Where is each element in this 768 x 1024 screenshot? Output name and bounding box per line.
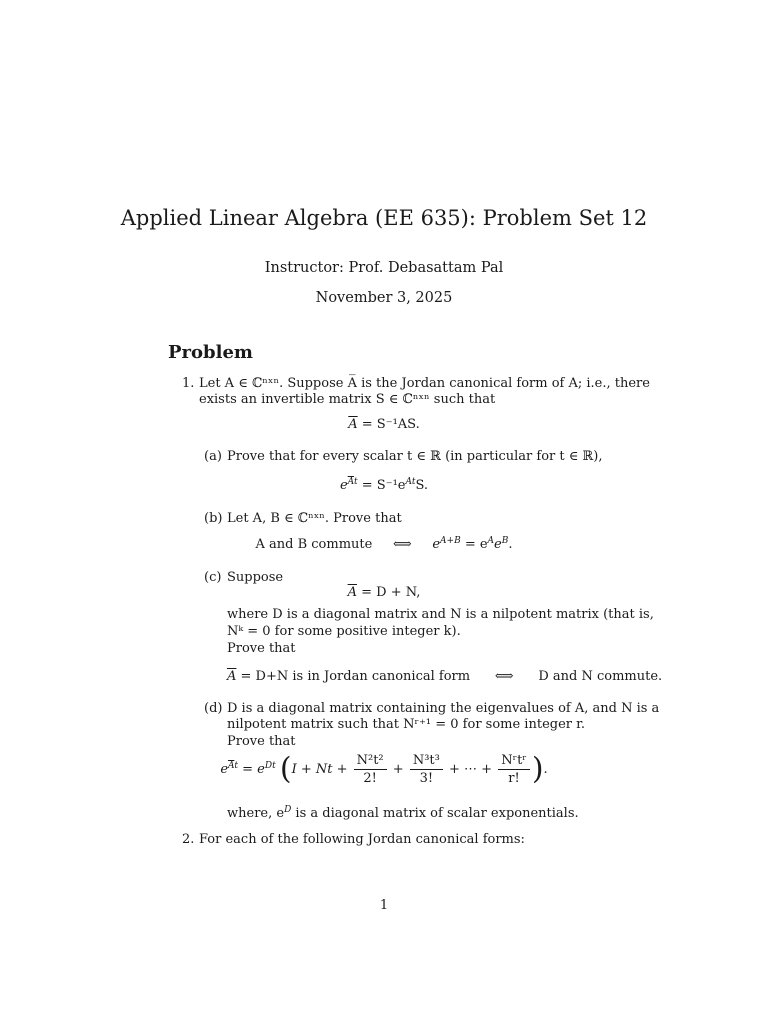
- equation-part-c-iff: $\overline{A} = D+N$ is in Jordan canonical form ⟺ D and N commute.: [227, 669, 663, 684]
- page-number: 1: [379, 898, 389, 913]
- part-c-line-3: Prove that: [227, 641, 296, 656]
- problem-1-line-1: Let A ∈ ℂⁿˣⁿ. Suppose A̅ is the Jordan canonical form of A; i.e., there: [199, 376, 650, 391]
- part-c-label: (c): [204, 570, 222, 585]
- page-title: Applied Linear Algebra (EE 635): Problem Set 12: [120, 206, 648, 230]
- part-d-label: (d): [204, 701, 223, 716]
- part-c-line-2: Nᵏ = 0 for some positive integer k).: [227, 624, 461, 639]
- part-d-after: where, $e^D$ is a diagonal matrix of scalar exponentials.: [227, 805, 579, 821]
- problem-2-text: For each of the following Jordan canonical forms:: [199, 832, 525, 847]
- problem-1-line-2: exists an invertible matrix S ∈ ℂⁿˣⁿ such that: [199, 392, 496, 407]
- equation-part-c-decomposition: $\overline{A} = D + N$,: [347, 585, 421, 600]
- part-a-label: (a): [204, 449, 222, 464]
- part-d-line-3: Prove that: [227, 734, 296, 749]
- part-b-label: (b): [204, 511, 223, 526]
- equation-jordan-similarity: $\overline{A} = S^{-1}AS$.: [348, 417, 420, 432]
- equation-part-d: $e^{\overline{A}t} = e^{Dt}$ (I + Nt + $\frac{\text{N²t²}}{2!}$ + $\frac{\text{N³t³}}{3!}$ + ⋯ + $\frac{\text{Nʳtʳ}}{r!}$ ).: [220, 751, 548, 787]
- part-c-text: Suppose: [227, 570, 284, 585]
- problem-number: 1.: [182, 376, 195, 391]
- part-d-line-1: D is a diagonal matrix containing the eigenvalues of A, and N is a: [227, 701, 660, 716]
- equation-part-a: $e^{\overline{A}t} = S^{-1}e^{At}S$.: [339, 477, 429, 493]
- problem-2-number: 2.: [182, 832, 195, 847]
- part-c-line-1: where D is a diagonal matrix and N is a nilpotent matrix (that is,: [227, 607, 654, 622]
- part-d-line-2: nilpotent matrix such that Nʳ⁺¹ = 0 for some integer r.: [227, 717, 586, 732]
- part-b-text: Let A, B ∈ ℂⁿˣⁿ. Prove that: [227, 511, 402, 526]
- instructor: Instructor: Prof. Debasattam Pal: [264, 260, 504, 276]
- section-heading: Problem: [168, 342, 253, 363]
- date: November 3, 2025: [315, 290, 453, 306]
- equation-part-b: A and B commute ⟺ $e^{A+B} = e^Ae^B$.: [255, 536, 513, 552]
- part-a-text: Prove that for every scalar t ∈ ℝ (in particular for t ∈ ℝ),: [227, 449, 603, 464]
